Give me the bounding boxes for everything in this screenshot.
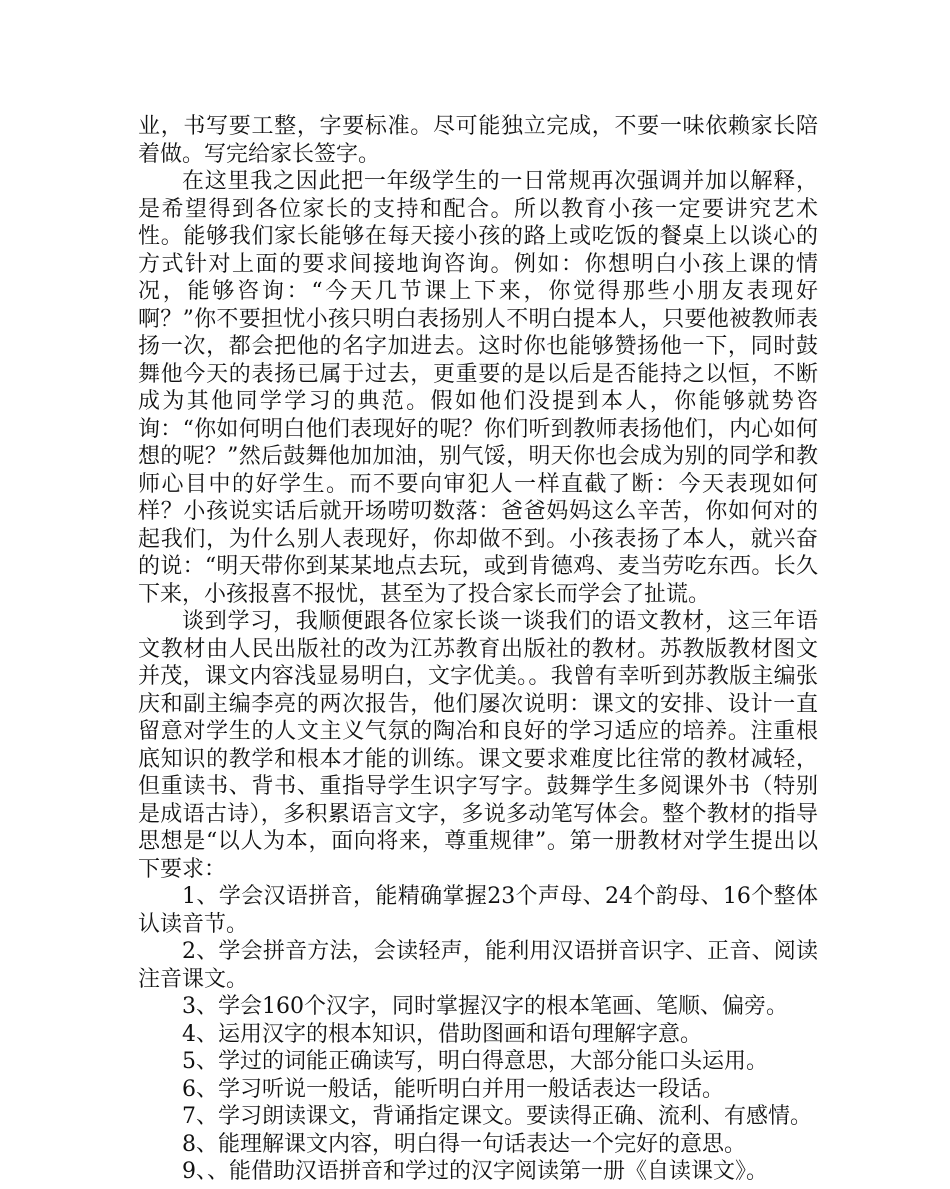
requirement-item-2: 2、学会拼音方法，会读轻声，能利用汉语拼音识字、正音、阅读注音课文。	[138, 939, 818, 992]
requirement-item-6: 6、学习听说一般话，能听明白并用一般话表达一段话。	[182, 1076, 724, 1102]
requirement-item-3: 3、学会160个汉字，同时掌握汉字的根本笔画、笔顺、偏旁。	[182, 994, 788, 1019]
paragraph-chinese-textbook: 谈到学习，我顺便跟各位家长谈一谈我们的语文教材，这三年语文教材由人民出版社的改为江苏教育出版社的教材。苏教版教材图文并茂，课文内容浅显易明白，文字优美。。我曾有幸听到苏教版主编张庆和副主编李亮的两次报告，他们屡次说明：课文的安排、设计一直留意对学生的人文主义气氛的陶冶和良好的学习适应的培养。注重根底知识的教学和根本才能的训练。课文要求难度比往常的教材减轻，但重读书、背书、重指导学生识字写字。鼓舞学生多阅课外书（特别是成语古诗），多积累语言文字，多说多动笔写体会。整个教材的指导思想是“以人为本，面向将来，尊重规律”。第一册教材对学生提出以下要求：	[138, 609, 818, 882]
requirement-item-9: 9、、能借助汉语拼音和学过的汉字阅读第一册《自读课文》。	[182, 1159, 768, 1184]
paragraph-homework-continuation: 业，书写要工整，字要标准。尽可能独立完成，不要一味依赖家长陪着做。写完给家长签字。	[138, 114, 818, 167]
requirement-item-4: 4、运用汉字的根本知识，借助图画和语句理解字意。	[182, 1021, 702, 1047]
requirement-item-7: 7、学习朗读课文，背诵指定课文。要读得正确、流利、有感情。	[182, 1104, 812, 1129]
requirement-item-5: 5、学过的词能正确读写，明白得意思，大部分能口头运用。	[182, 1049, 768, 1074]
requirement-item-1: 1、学会汉语拼音，能精确掌握23个声母、24个韵母、16个整体认读音节。	[138, 884, 818, 937]
document-page	[138, 113, 818, 1186]
paragraph-daily-routine: 在这里我之因此把一年级学生的一日常规再次强调并加以解释，是希望得到各位家长的支持和配合。所以教育小孩一定要讲究艺术性。能够我们家长能够在每天接小孩的路上或吃饭的餐桌上以谈心的方式针对上面的要求间接地询咨询。例如：你想明白小孩上课的情况，能够咨询：“今天几节课上下来，你觉得那些小朋友表现好啊？”你不要担忧小孩只明白表扬别人不明白提本人，只要他被教师表扬一次，都会把他的名字加进去。这时你也能够赞扬他一下，同时鼓舞他今天的表扬已属于过去，更重要的是以后是否能持之以恒，不断成为其他同学学习的典范。假如他们没提到本人，你能够就势咨询：“你如何明白他们表现好的呢？你们听到教师表扬他们，内心如何想的呢？”然后鼓舞他加加油，别气馁，明天你也会成为别的同学和教师心目中的好学生。而不要向审犯人一样直截了断：今天表现如何样？小孩说实话后就开场唠叨数落：爸爸妈妈这么辛苦，你如何对的起我们，为什么别人表现好，你却做不到。小孩表扬了本人，就兴奋的说：“明天带你到某某地点去玩，或到肯德鸡、麦当劳吃东西。长久下来，小孩报喜不报忧，甚至为了投合家长而学会了扯谎。	[138, 169, 818, 607]
requirement-item-8: 8、能理解课文内容，明白得一句话表达一个完好的意思。	[182, 1131, 746, 1157]
